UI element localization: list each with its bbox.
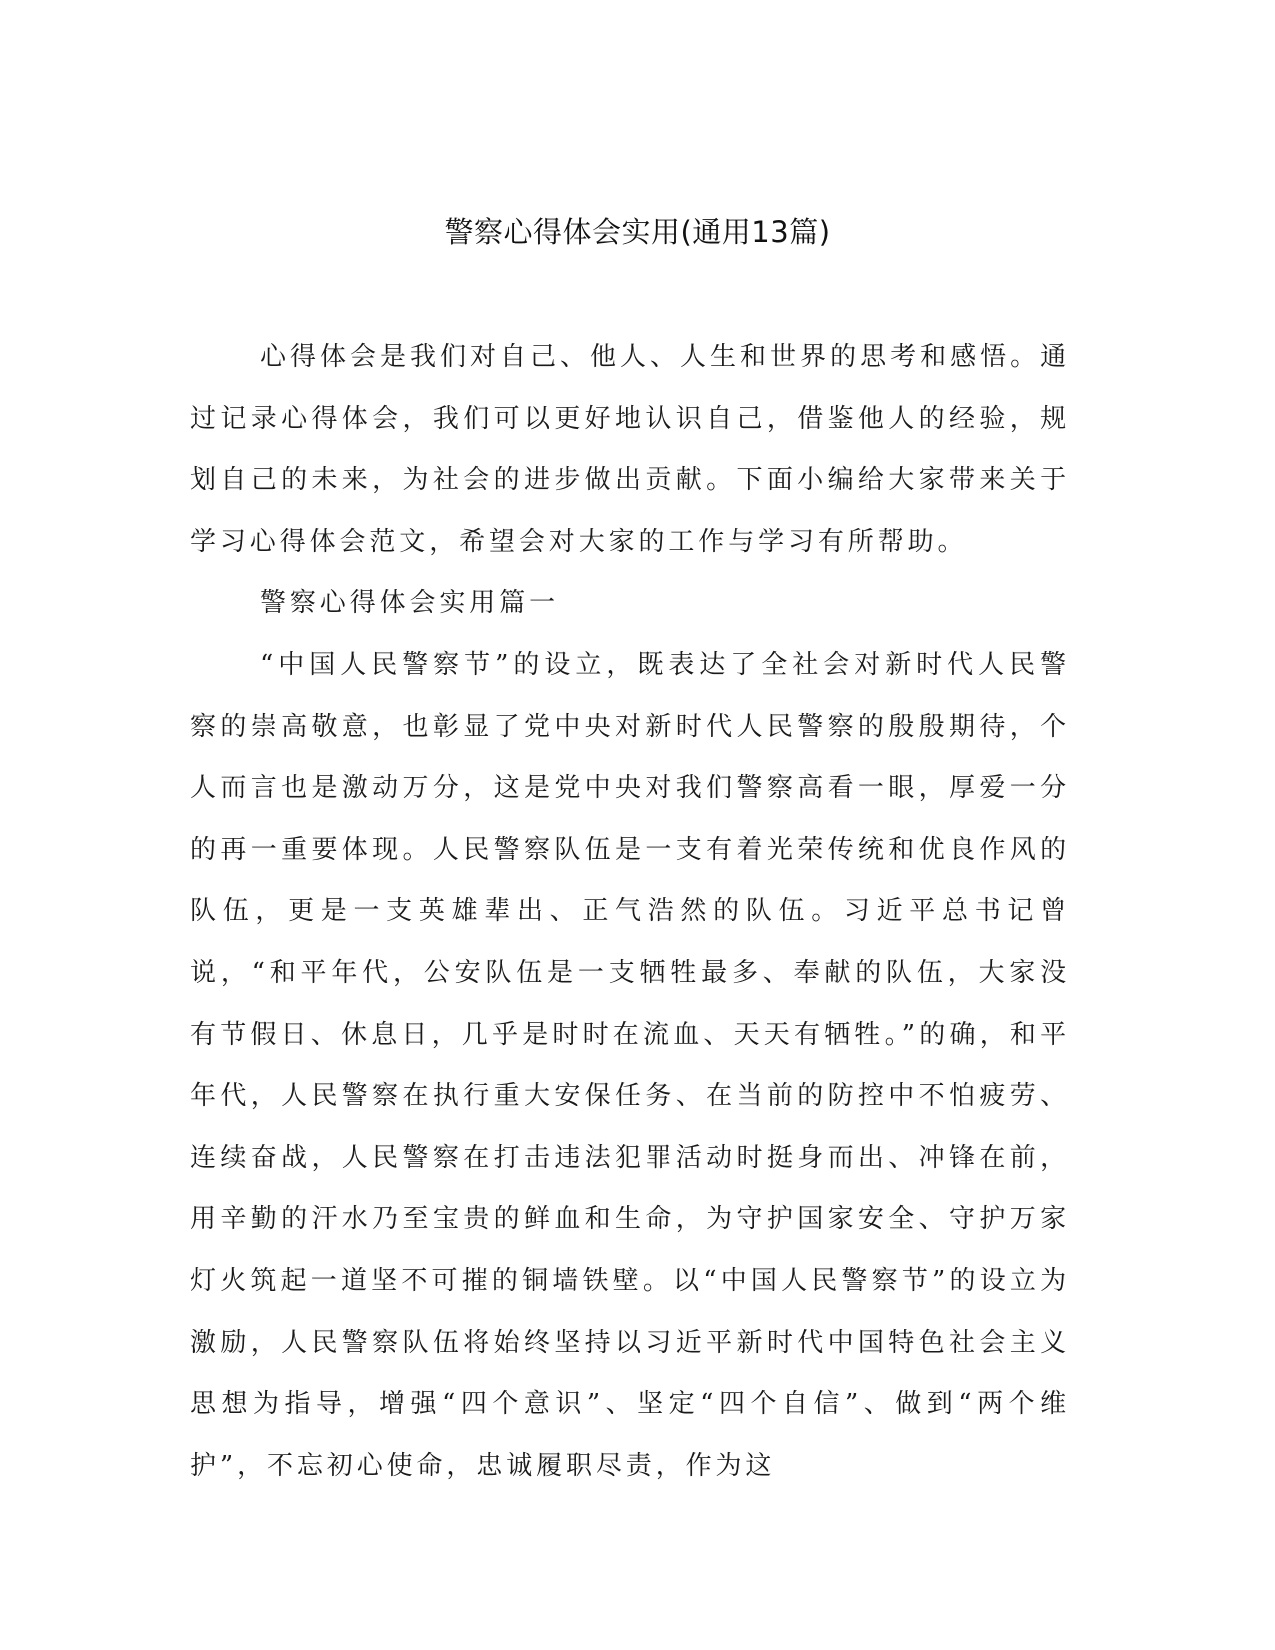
section-heading: 警察心得体会实用篇一: [260, 588, 560, 619]
intro-paragraph: 心得体会是我们对自己、他人、人生和世界的思考和感悟。通过记录心得体会，我们可以更好地认识自己，借鉴他人的经验，规划自己的未来，为社会的进步做出贡献。下面小编给大家带来关于学习心得体会范文，希望会对大家的工作与学习有所帮助。: [190, 342, 1070, 557]
body-paragraph: “中国人民警察节”的设立，既表达了全社会对新时代人民警察的崇高敬意，也彰显了党中央对新时代人民警察的殷殷期待，个人而言也是激动万分，这是党中央对我们警察高看一眼，厚爱一分的再一重要体现。人民警察队伍是一支有着光荣传统和优良作风的队伍，更是一支英雄辈出、正气浩然的队伍。习近平总书记曾说，“和平年代，公安队伍是一支牺牲最多、奉献的队伍，大家没有节假日、休息日，几乎是时时在流血、天天有牺牲。”的确，和平年代，人民警察在执行重大安保任务、在当前的防控中不怕疲劳、连续奋战，人民警察在打击违法犯罪活动时挺身而出、冲锋在前，用辛勤的汗水乃至宝贵的鲜血和生命，为守护国家安全、守护万家灯火筑起一道坚不可摧的铜墙铁壁。以“中国人民警察节”的设立为激励，人民警察队伍将始终坚持以习近平新时代中国特色社会主义思想为指导，增强“四个意识”、坚定“四个自信”、做到“两个维护”，不忘初心使命，忠诚履职尽责，作为这: [190, 649, 1070, 1481]
document-title: 警察心得体会实用(通用13篇): [444, 215, 831, 249]
document-body: [190, 327, 1070, 1497]
